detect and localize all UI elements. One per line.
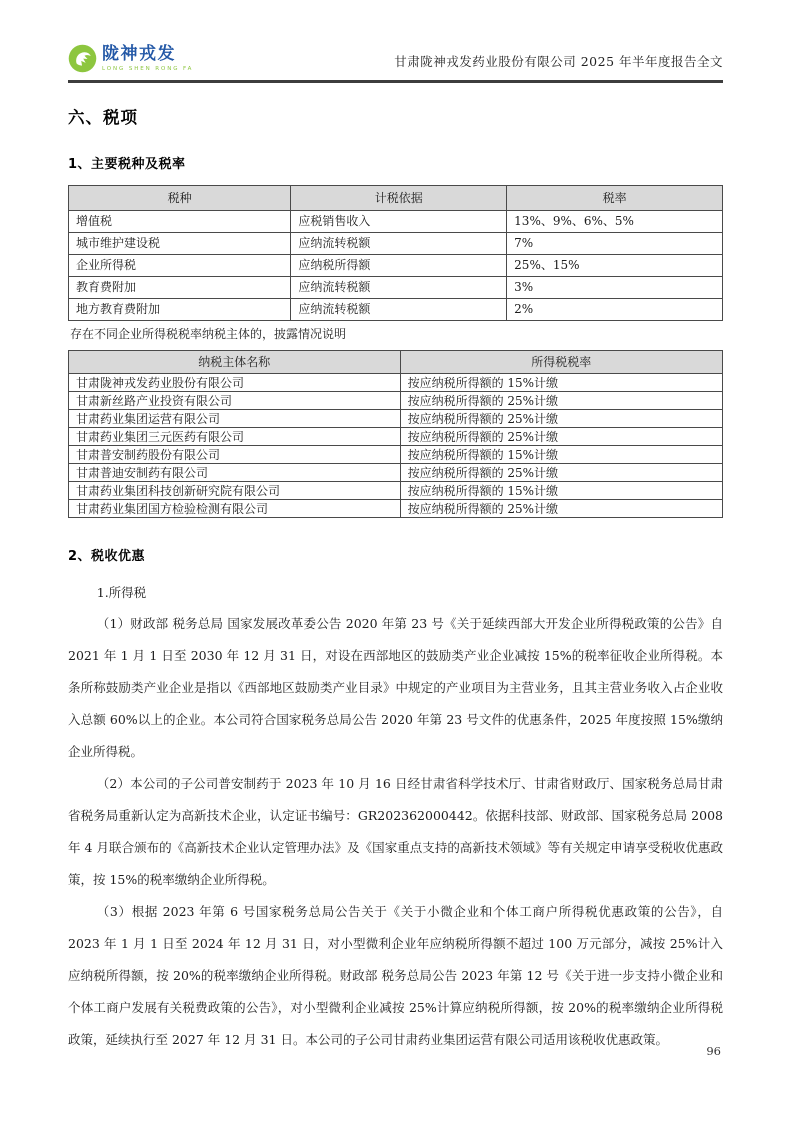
table-row (69, 211, 723, 233)
taxpayer-entity-table (68, 350, 723, 518)
table-row (69, 482, 723, 500)
table-cell: 增值税 (69, 211, 291, 233)
logo-leaf-icon (68, 44, 97, 73)
table-cell: 城市维护建设税 (69, 233, 291, 255)
table-cell: 甘肃陇神戎发药业股份有限公司 (69, 374, 401, 392)
document-title: 甘肃陇神戎发药业股份有限公司 2025 年半年度报告全文 (394, 54, 723, 69)
table-row (69, 255, 723, 277)
table-cell: 按应纳税所得额的 25%计缴 (400, 428, 722, 446)
table-cell: 甘肃药业集团三元医药有限公司 (69, 428, 401, 446)
table-row (69, 428, 723, 446)
body-paragraph: （1）财政部 税务总局 国家发展改革委公告 2020 年第 23 号《关于延续西部大开发企业所得税政策的公告》自 2021 年 1 月 1 日至 2030 年 12 月 31 日，对设在西部地区的鼓励类产业企业减按 15%的税率征收企业所得税。本条所称鼓励类产业企业是指以《西部地区鼓励类产业目录》中规定的产业项目为主营业务，且其主营业务收入占企业收入总额 60%以上的企业。本公司符合国家税务总局公告 2020 年第 23 号文件的优惠条件，2025 年度按照 15%缴纳企业所得税。 (68, 616, 723, 759)
logo-text (102, 43, 194, 72)
body-paragraph: （2）本公司的子公司普安制药于 2023 年 10 月 16 日经甘肃省科学技术厅、甘肃省财政厅、国家税务总局甘肃省税务局重新认定为高新技术企业，认定证书编号：GR202362000442。依据科技部、财政部、国家税务总局 2008 年 4 月联合颁布的《高新技术企业认定管理办法》及《国家重点支持的高新技术领域》等有关规定申请享受税收优惠政策，按 15%的税率缴纳企业所得税。 (68, 776, 723, 887)
table-cell: 按应纳税所得额的 15%计缴 (400, 446, 722, 464)
tax-incentive-paragraphs (68, 608, 723, 1056)
column-header: 纳税主体名称 (69, 351, 401, 374)
table-cell: 2% (507, 299, 723, 321)
table-row (69, 299, 723, 321)
column-header: 税种 (69, 186, 291, 211)
table-row (69, 446, 723, 464)
table-row (69, 410, 723, 428)
table-cell: 按应纳税所得额的 15%计缴 (400, 374, 722, 392)
table-cell: 应纳流转税额 (291, 277, 507, 299)
table-row (69, 464, 723, 482)
table-cell: 企业所得税 (69, 255, 291, 277)
table-row (69, 500, 723, 518)
logo-pinyin: LONG SHEN RONG FA (102, 65, 194, 72)
table-header-row (69, 186, 723, 211)
table-cell: 地方教育费附加 (69, 299, 291, 321)
table-row (69, 277, 723, 299)
disclosure-note: 存在不同企业所得税税率纳税主体的，披露情况说明 (70, 327, 347, 341)
column-header: 计税依据 (291, 186, 507, 211)
column-header: 所得税税率 (400, 351, 722, 374)
column-header: 税率 (507, 186, 723, 211)
table-cell: 7% (507, 233, 723, 255)
table-cell: 甘肃药业集团科技创新研究院有限公司 (69, 482, 401, 500)
table-cell: 按应纳税所得额的 25%计缴 (400, 464, 722, 482)
table-cell: 按应纳税所得额的 25%计缴 (400, 392, 722, 410)
table-cell: 甘肃普安制药股份有限公司 (69, 446, 401, 464)
table-cell: 应纳流转税额 (291, 233, 507, 255)
table-cell: 教育费附加 (69, 277, 291, 299)
table-cell: 13%、9%、6%、5% (507, 211, 723, 233)
table-row (69, 374, 723, 392)
table-cell: 3% (507, 277, 723, 299)
income-tax-label: 1.所得税 (96, 585, 147, 600)
page-number: 96 (706, 1044, 721, 1058)
section-heading-tax: 六、税项 (68, 108, 138, 127)
company-logo (68, 44, 193, 73)
tax-rate-table (68, 185, 723, 321)
table-cell: 甘肃普迪安制药有限公司 (69, 464, 401, 482)
table-cell: 按应纳税所得额的 25%计缴 (400, 410, 722, 428)
table-cell: 甘肃药业集团运营有限公司 (69, 410, 401, 428)
table-row (69, 233, 723, 255)
page-header (68, 44, 723, 83)
table-cell: 应税销售收入 (291, 211, 507, 233)
table-cell: 25%、15% (507, 255, 723, 277)
table-cell: 甘肃药业集团国方检验检测有限公司 (69, 500, 401, 518)
table-cell: 应纳流转税额 (291, 299, 507, 321)
subsection-heading-tax-incentives: 2、税收优惠 (68, 549, 146, 564)
table-row (69, 392, 723, 410)
table-cell: 甘肃新丝路产业投资有限公司 (69, 392, 401, 410)
body-paragraph: （3）根据 2023 年第 6 号国家税务总局公告关于《关于小微企业和个体工商户所得税优惠政策的公告》，自 2023 年 1 月 1 日至 2024 年 12 月 31 日，对小型微利企业年应纳税所得额不超过 100 万元部分，减按 25%计入应纳税所得额，按 20%的税率缴纳企业所得税。财政部 税务总局公告 2023 年第 12 号《关于进一步支持小微企业和个体工商户发展有关税费政策的公告》，对小型微利企业减按 25%计算应纳税所得额，按 20%的税率缴纳企业所得税政策，延续执行至 2027 年 12 月 31 日。本公司的子公司甘肃药业集团运营有限公司适用该税收优惠政策。 (68, 904, 723, 1047)
table-cell: 按应纳税所得额的 25%计缴 (400, 500, 722, 518)
table-header-row (69, 351, 723, 374)
subsection-heading-main-taxes: 1、主要税种及税率 (68, 157, 186, 172)
table-cell: 应纳税所得额 (291, 255, 507, 277)
table-cell: 按应纳税所得额的 15%计缴 (400, 482, 722, 500)
logo-company-name: 陇神戎发 (102, 43, 176, 64)
